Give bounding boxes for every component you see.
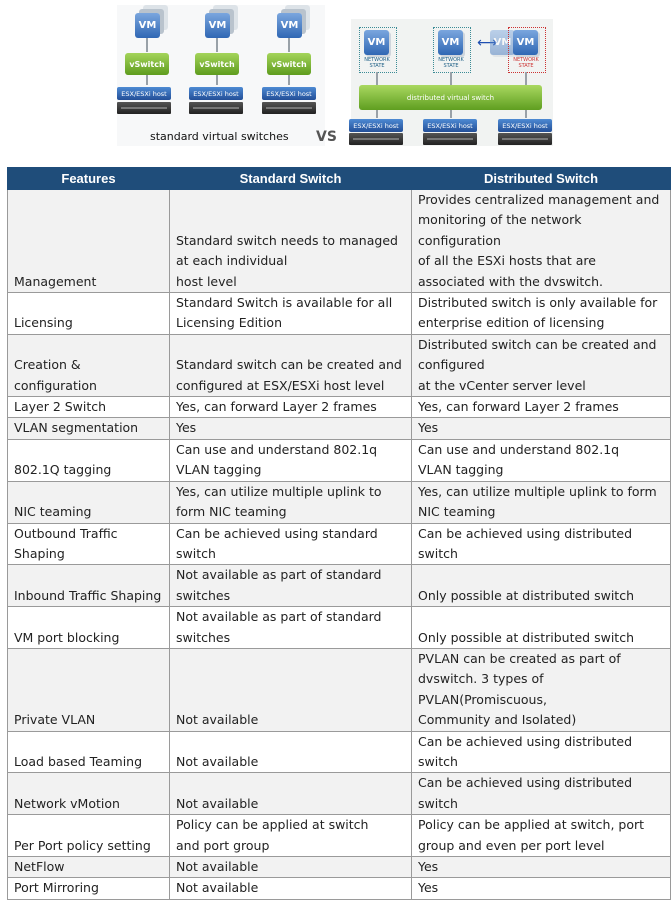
host-icon: ESX/ESXi host <box>262 87 316 100</box>
connector-line <box>525 72 527 85</box>
network-state-label: NETWORK STATE <box>513 57 539 69</box>
network-state-label: NETWORK STATE <box>364 57 390 69</box>
server-rack-icon <box>117 102 171 114</box>
versus-label: VS <box>316 129 337 145</box>
distributed-switch-cell: Yes <box>412 857 671 878</box>
standard-switch-cell: Not available <box>170 773 412 815</box>
distributed-switch-cell: PVLAN can be created as part of dvswitch. 3 types of PVLAN(Promiscuous, Community and Isolated) <box>412 648 671 731</box>
network-state-label: NETWORK STATE <box>438 57 464 69</box>
distributed-vswitch-icon: distributed virtual switch <box>359 85 542 110</box>
feature-cell: VM port blocking <box>8 607 170 649</box>
vm-icon: VM <box>364 30 389 55</box>
table-row <box>8 293 671 335</box>
vm-icon: VM <box>277 13 302 38</box>
table-row <box>8 439 671 481</box>
host-icon: ESX/ESXi host <box>117 87 171 100</box>
standard-switch-caption: standard virtual switches <box>150 130 289 143</box>
table-row <box>8 731 671 773</box>
standard-switch-cell: Yes, can forward Layer 2 frames <box>170 397 412 418</box>
host-icon: ESX/ESXi host <box>189 87 243 100</box>
server-rack-icon <box>262 102 316 114</box>
feature-cell: 802.1Q tagging <box>8 439 170 481</box>
vswitch-icon: vSwitch <box>195 53 239 75</box>
vm-icon: VM <box>438 30 463 55</box>
table-row <box>8 648 671 731</box>
connector-line <box>288 75 290 85</box>
distributed-switch-cell: Distributed switch can be created and configured at the vCenter server level <box>412 334 671 396</box>
table-row <box>8 607 671 649</box>
feature-cell: NIC teaming <box>8 481 170 523</box>
distributed-switch-cell: Policy can be applied at switch, port group and even per port level <box>412 815 671 857</box>
table-row <box>8 190 671 293</box>
feature-cell: Port Mirroring <box>8 878 170 899</box>
distributed-switch-cell: Only possible at distributed switch <box>412 565 671 607</box>
connector-line <box>146 38 148 52</box>
standard-switch-cell: Yes, can utilize multiple uplink to form NIC teaming <box>170 481 412 523</box>
connector-line <box>376 110 378 118</box>
connector-line <box>288 38 290 52</box>
distributed-switch-cell: Can be achieved using distributed switch <box>412 773 671 815</box>
standard-switch-cell: Not available as part of standard switches <box>170 607 412 649</box>
table-row <box>8 857 671 878</box>
feature-cell: Private VLAN <box>8 648 170 731</box>
vswitch-icon: vSwitch <box>125 53 169 75</box>
standard-switch-cell: Not available as part of standard switches <box>170 565 412 607</box>
vm-icon: VM <box>135 13 160 38</box>
standard-switch-cell: Not available <box>170 857 412 878</box>
feature-cell: Layer 2 Switch <box>8 397 170 418</box>
table-row <box>8 815 671 857</box>
distributed-switch-cell: Can be achieved using distributed switch <box>412 523 671 565</box>
feature-cell: Inbound Traffic Shaping <box>8 565 170 607</box>
feature-cell: NetFlow <box>8 857 170 878</box>
column-header-features: Features <box>8 168 170 190</box>
vswitch-icon: vSwitch <box>267 53 311 75</box>
vm-icon: VM <box>205 13 230 38</box>
table-row <box>8 773 671 815</box>
feature-cell: Load based Teaming <box>8 731 170 773</box>
feature-cell: VLAN segmentation <box>8 418 170 439</box>
standard-switch-cell: Can be achieved using standard switch <box>170 523 412 565</box>
distributed-switch-cell: Distributed switch is only available for enterprise edition of licensing <box>412 293 671 335</box>
standard-switch-cell: Not available <box>170 731 412 773</box>
standard-switch-cell: Policy can be applied at switch and port group <box>170 815 412 857</box>
connector-line <box>216 75 218 85</box>
connector-line <box>216 38 218 52</box>
distributed-switch-cell: Only possible at distributed switch <box>412 607 671 649</box>
server-rack-icon <box>189 102 243 114</box>
server-rack-icon <box>498 133 552 145</box>
table-header-row <box>8 168 671 190</box>
table-row <box>8 334 671 396</box>
feature-comparison-table <box>7 167 671 900</box>
vm-icon: VM <box>490 30 515 55</box>
distributed-switch-cell: Can be achieved using distributed switch <box>412 731 671 773</box>
standard-switch-cell: Can use and understand 802.1q VLAN tagging <box>170 439 412 481</box>
host-icon: ESX/ESXi host <box>423 119 477 132</box>
connector-line <box>450 72 452 85</box>
column-header-standard: Standard Switch <box>170 168 412 190</box>
standard-switch-cell: Standard Switch is available for all Licensing Edition <box>170 293 412 335</box>
distributed-switch-cell: Yes, can forward Layer 2 frames <box>412 397 671 418</box>
connector-line <box>525 110 527 118</box>
server-rack-icon <box>423 133 477 145</box>
feature-cell: Creation & configuration <box>8 334 170 396</box>
connector-line <box>146 75 148 85</box>
table-row <box>8 565 671 607</box>
vm-icon: VM <box>513 30 538 55</box>
standard-switch-cell: Not available <box>170 648 412 731</box>
table-row <box>8 878 671 899</box>
table-row <box>8 523 671 565</box>
feature-cell: Network vMotion <box>8 773 170 815</box>
column-header-distributed: Distributed Switch <box>412 168 671 190</box>
host-icon: ESX/ESXi host <box>349 119 403 132</box>
server-rack-icon <box>349 133 403 145</box>
standard-switch-cell: Yes <box>170 418 412 439</box>
connector-line <box>450 110 452 118</box>
standard-switch-cell: Not available <box>170 878 412 899</box>
distributed-switch-cell: Yes, can utilize multiple uplink to form NIC teaming <box>412 481 671 523</box>
distributed-switch-cell: Can use and understand 802.1q VLAN tagging <box>412 439 671 481</box>
table-row <box>8 418 671 439</box>
table-row <box>8 481 671 523</box>
table-body <box>8 190 671 900</box>
distributed-switch-cell: Provides centralized management and monitoring of the network configuration of all the ESXi hosts that are associated with the dvswitch. <box>412 190 671 293</box>
table-row <box>8 397 671 418</box>
switch-comparison-diagram <box>0 0 672 160</box>
host-icon: ESX/ESXi host <box>498 119 552 132</box>
feature-cell: Management <box>8 190 170 293</box>
feature-cell: Outbound Traffic Shaping <box>8 523 170 565</box>
feature-cell: Licensing <box>8 293 170 335</box>
vmotion-arrow-icon: ⟷ <box>476 35 498 51</box>
connector-line <box>376 72 378 85</box>
standard-switch-cell: Standard switch needs to managed at each individual host level <box>170 190 412 293</box>
standard-switch-cell: Standard switch can be created and configured at ESX/ESXi host level <box>170 334 412 396</box>
feature-cell: Per Port policy setting <box>8 815 170 857</box>
distributed-switch-cell: Yes <box>412 418 671 439</box>
distributed-switch-cell: Yes <box>412 878 671 899</box>
